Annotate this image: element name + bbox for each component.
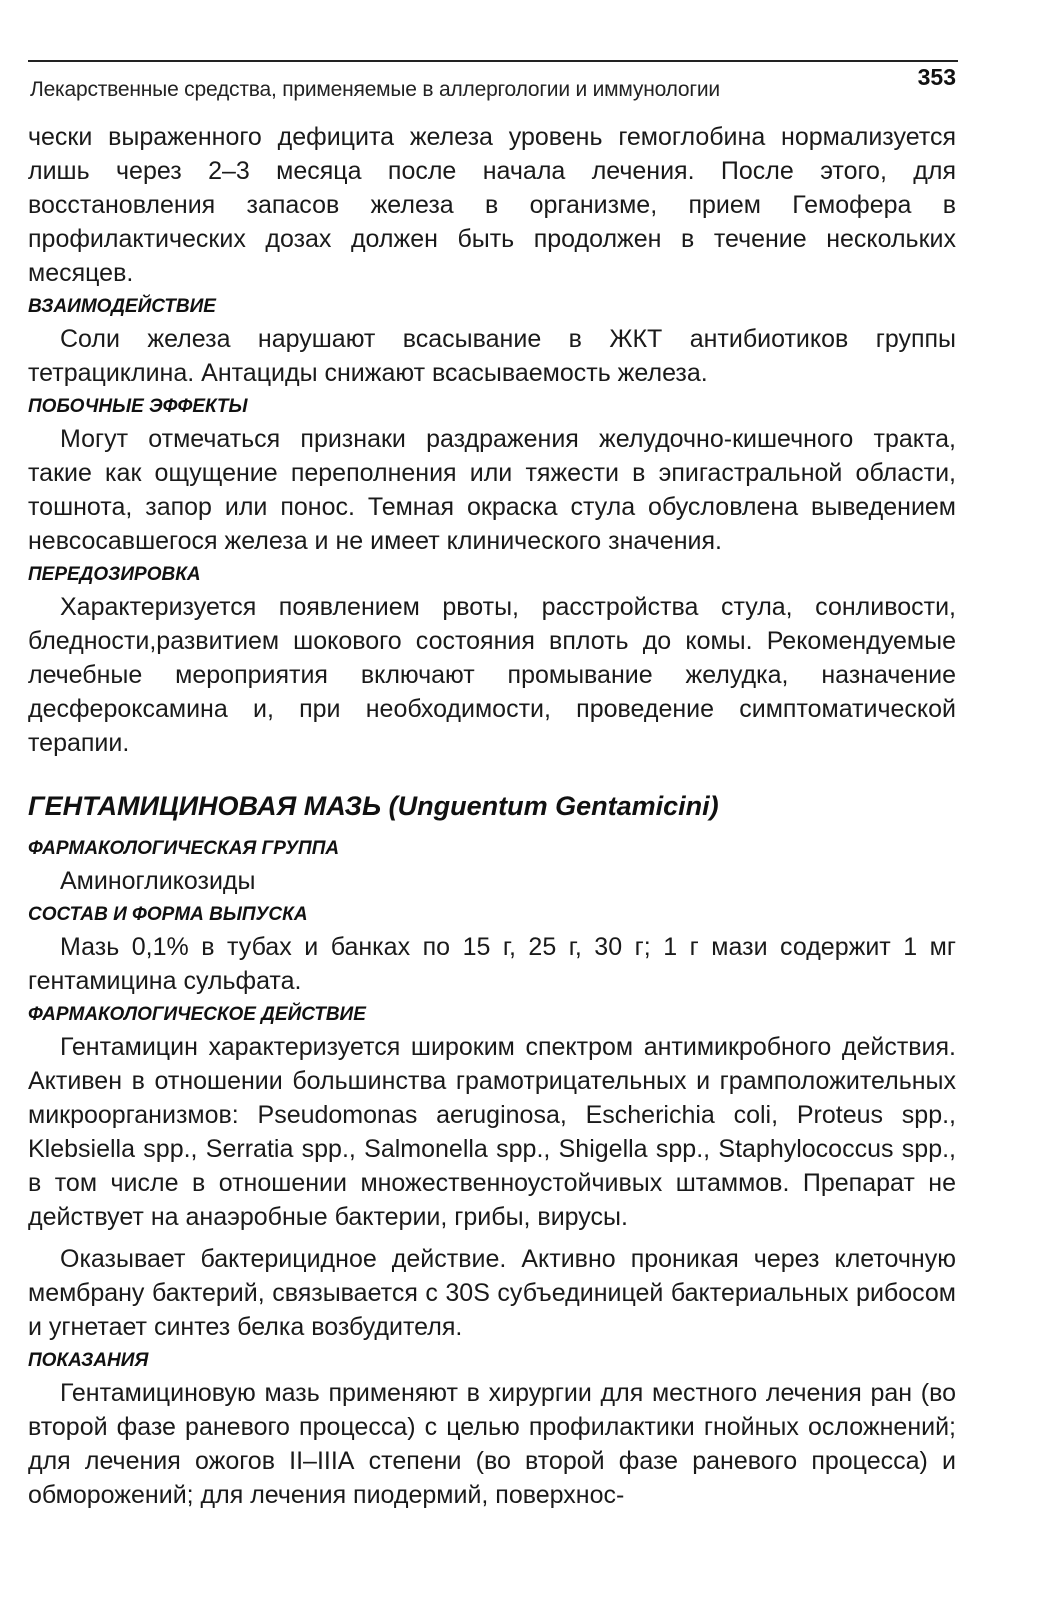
- section-text-pharm-action: Гентамицин характеризуется широким спектром антимикробного действия. Активен в отношении большинства грамотрицательных и грамположительных микроорганизмов: Pseudomonas aeruginosa, Escherichia coli, Proteus spp., Klebsiella spp., Serratia spp., Salmonella spp., Shigella spp., Staphylococcus spp., в том числе в отношении множественноустойчивых штаммов. Препарат не действует на анаэробные бактерии, грибы, вирусы.: [28, 1033, 956, 1231]
- section-text-side-effects: Могут отмечаться признаки раздражения желудочно-кишечного тракта, такие как ощущение переполнения или тяжести в эпигастральной области, тошнота, запор или понос. Темная окраска стула обусловлена выведением невсосавшегося железа и не имеет клинического значения.: [28, 425, 956, 555]
- section-text-interaction: Соли железа нарушают всасывание в ЖКТ антибиотиков группы тетрациклина. Антациды снижают всасываемость железа.: [28, 325, 956, 387]
- section-heading-pharm-action: ФАРМАКОЛОГИЧЕСКОЕ ДЕЙСТВИЕ: [28, 1004, 366, 1025]
- section-heading-side-effects: ПОБОЧНЫЕ ЭФФЕКТЫ: [28, 396, 248, 417]
- running-header: [28, 60, 958, 101]
- intro-paragraph: чески выраженного дефицита железа уровень гемоглобина нормализуется лишь через 2–3 месяца после начала лечения. После этого, для восстановления запасов железа в организме, прием Гемофера в профилактических дозах должен быть продолжен в течение нескольких месяцев.: [28, 123, 956, 287]
- section-text-composition: Мазь 0,1% в тубах и банках по 15 г, 25 г, 30 г; 1 г мази содержит 1 мг гентамицина сульфата.: [28, 933, 956, 995]
- section-text-overdose: Характеризуется появлением рвоты, расстройства стула, сонливости, бледности,развитием шокового состояния вплоть до комы. Рекомендуемые лечебные мероприятия включают промывание желудка, назначение десфероксамина и, при необходимости, проведение симптоматической терапии.: [28, 593, 956, 757]
- section-heading-indications: ПОКАЗАНИЯ: [28, 1350, 149, 1371]
- paragraph-gap: [28, 1234, 956, 1242]
- section-text-pharm-action-2: Оказывает бактерицидное действие. Активно проникая через клеточную мембрану бактерий, связывается с 30S субъединицей бактериальных рибосом и угнетает синтез белка возбудителя.: [28, 1245, 956, 1341]
- running-title: Лекарственные средства, применяемые в аллергологии и иммунологии: [30, 78, 720, 101]
- section-heading-composition: СОСТАВ И ФОРМА ВЫПУСКА: [28, 904, 308, 925]
- section-text-indications: Гентамициновую мазь применяют в хирургии для местного лечения ран (во второй фазе раневого процесса) с целью профилактики гнойных осложнений; для лечения ожогов II–IIIА степени (во второй фазе раневого процесса) и обморожений; для лечения пиодермий, поверхнос-: [28, 1379, 956, 1509]
- drug-title: ГЕНТАМИЦИНОВАЯ МАЗЬ (Unguentum Gentamicini): [28, 791, 719, 821]
- page-content: [28, 120, 956, 1512]
- section-heading-overdose: ПЕРЕДОЗИРОВКА: [28, 564, 201, 585]
- page-number: 353: [917, 64, 956, 90]
- section-text-pharm-group: Аминогликозиды: [60, 867, 256, 895]
- section-heading-pharm-group: ФАРМАКОЛОГИЧЕСКАЯ ГРУППА: [28, 838, 340, 859]
- section-heading-interaction: ВЗАИМОДЕЙСТВИЕ: [28, 296, 216, 317]
